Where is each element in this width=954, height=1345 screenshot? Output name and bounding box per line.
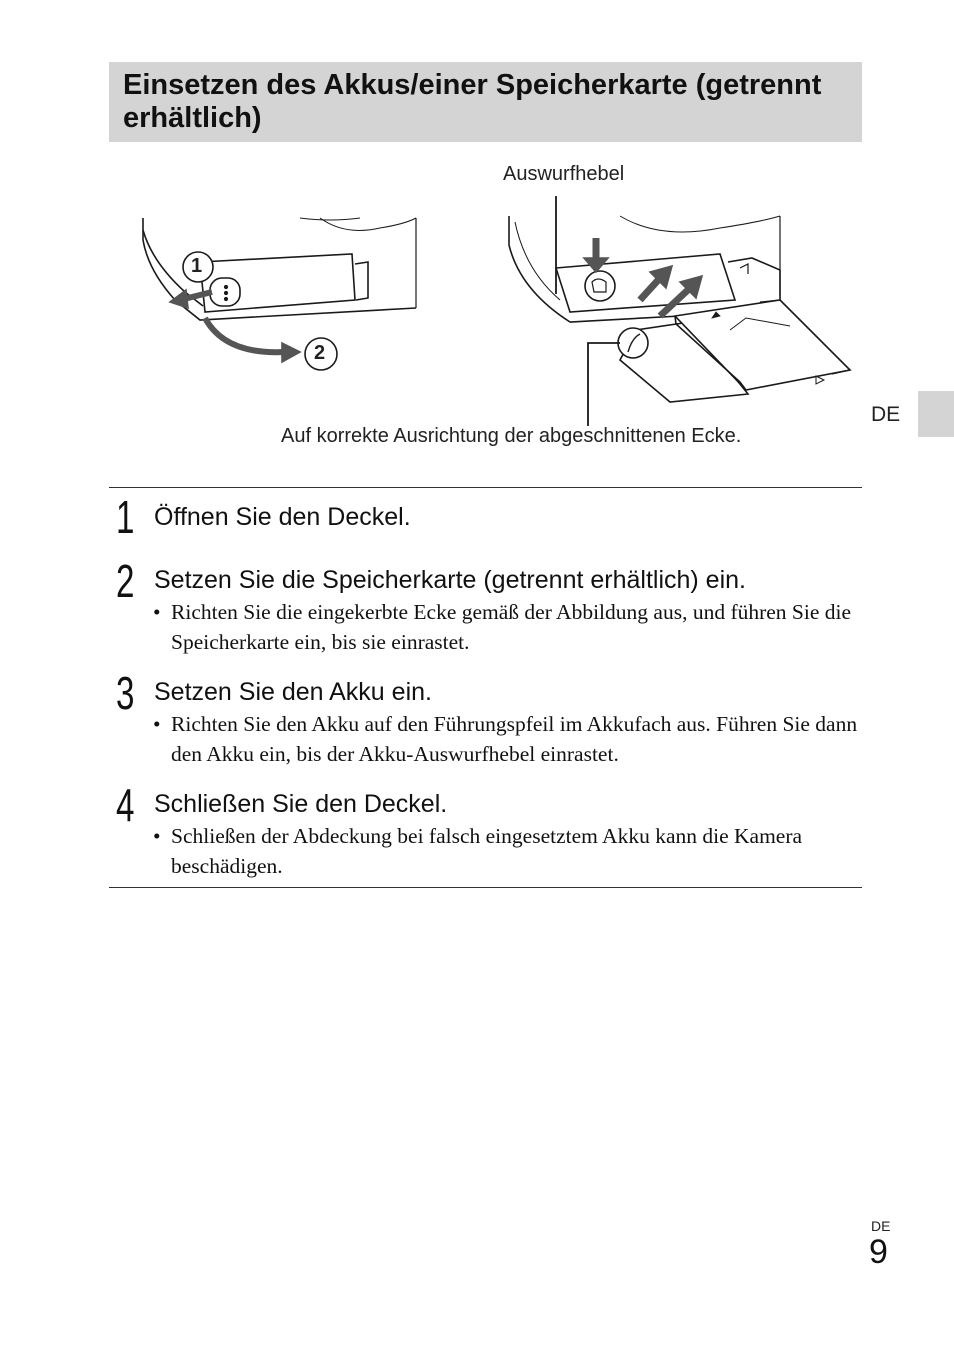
step-title: Setzen Sie die Speicherkarte (getrennt erhältlich) ein.	[154, 566, 746, 594]
bottom-rule	[109, 887, 862, 888]
camera-illustration	[0, 0, 954, 470]
step-marker-2: 2	[314, 342, 326, 364]
step-number: 2	[116, 555, 135, 607]
step-note	[153, 709, 858, 769]
step-note-text: Richten Sie den Akku auf den Führungspfeil im Akkufach aus. Führen Sie dann den Akku ein, bis der Akku-Auswurfhebel einrastet.	[171, 712, 858, 766]
page-title: Einsetzen des Akkus/einer Speicherkarte (getrennt erhältlich)	[123, 69, 822, 134]
callout-corner-orientation: Auf korrekte Ausrichtung der abgeschnittenen Ecke.	[281, 425, 742, 447]
side-language-tab	[918, 391, 954, 437]
step-note	[153, 821, 858, 881]
callout-ejector-lever: Auswurfhebel	[503, 163, 625, 185]
bullet-dot: •	[153, 600, 161, 624]
step-note	[153, 597, 858, 657]
leader-line-corner	[588, 343, 620, 426]
camera-left-drawing	[143, 218, 416, 370]
step-number: 3	[116, 667, 135, 719]
camera-right-drawing	[509, 216, 850, 402]
side-language-label: DE	[871, 403, 901, 426]
step-title: Öffnen Sie den Deckel.	[154, 503, 411, 531]
step-title: Setzen Sie den Akku ein.	[154, 678, 432, 706]
page-number: 9	[869, 1233, 888, 1271]
top-rule	[109, 487, 862, 488]
step-note-text: Schließen der Abdeckung bei falsch eingesetztem Akku kann die Kamera beschädigen.	[171, 824, 803, 878]
bullet-dot: •	[153, 712, 161, 736]
step-number: 1	[116, 491, 135, 543]
step-note-text: Richten Sie die eingekerbte Ecke gemäß der Abbildung aus, und führen Sie die Speicherkarte ein, bis sie einrastet.	[171, 600, 852, 654]
illustration	[0, 0, 954, 470]
step-number: 4	[116, 779, 135, 831]
footer-language: DE	[871, 1218, 891, 1234]
bullet-dot: •	[153, 824, 161, 848]
step-title: Schließen Sie den Deckel.	[154, 790, 448, 818]
step-marker-1: 1	[191, 255, 203, 277]
